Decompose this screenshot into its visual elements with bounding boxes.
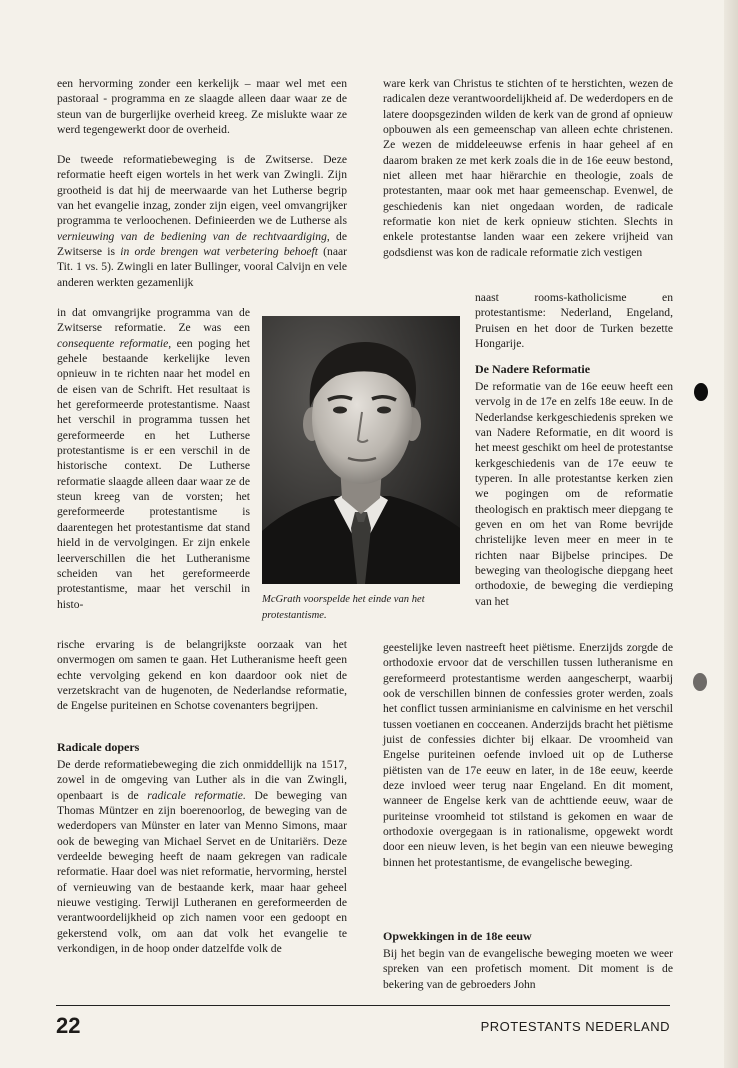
punch-hole-top [694, 383, 708, 401]
left-paragraph-4: rische ervaring is de belangrijkste oorzaak van het onvermogen om samen te gaan. Het Lutheranisme heeft geen echte vervolging gekend en kon daardoor ook niet de verzetskracht van de hugenoten, de Nederlandse reformatie, de Engelse puriteinen en Schotse covenanters begrijpen. [57, 638, 347, 713]
left-paragraph-5: De derde reformatiebeweging die zich onmiddellijk na 1517, zowel in de omgeving van Luther als in die van Zwingli, openbaart is de radicale reformatie. De beweging van Thomas Müntzer en zijn boerenoorlog, de beweging van de wederdopers van Münster en later van Menno Simons, maar ook de beweging van Michael Servet en de Unitariërs. Deze verdeelde beweging heeft de naam gekregen van radicale reformatie. Haar doel was niet reformatie, hervorming, herstel of vernieuwing van de bestaande kerk, maar haar geheel nieuwe vestiging. Terwijl Lutheranen en gereformeerden de verantwoordelijkheid op zich namen voor een gedoopt en gekerstend volk, om aan dat volk het evangelie te verkondigen, in de hoop onder datzelfde volk de [57, 758, 348, 956]
right-paragraph-3: De reformatie van de 16e eeuw heeft een vervolg in de 17e en zelfs 18e eeuw. In de Nederlandse kerkgeschiedenis spreken we van Nadere Reformatie, en dit woord is het meest geschikt om heel de protestantse kerkgeschiedenis van de 17e eeuw te typeren. In alle protestantse kerken zien we pogingen om de reformatie theologisch en praktisch meer diepgang te geven en om het van Rome bevrijde christelijke leven meer en meer in te richten naar Bijbelse principes. De beweging van theologische diepgang heet orthodoxie, de beweging die verdieping van het [475, 380, 673, 608]
photo-caption: McGrath voorspelde het einde van het protestantisme. [262, 594, 425, 621]
left-paragraph-1: een hervorming zonder een kerkelijk – maar wel met een pastoraal - programma en ze slaagde alleen daar waar ze de steun van de burgerlijke overheid kreeg. Ze mislukte waar ze werd tegengewerkt door de overheid. [57, 77, 347, 137]
right-paragraph-4: geestelijke leven nastreeft heet piëtisme. Enerzijds zorgde de orthodoxie ervoor dat de verschillen tussen lutheranisme en gereformeerd protestantisme werden aangescherpt, waarbij ook de verschillen binnen de confessies groter werden, zoals het conflict tussen arminianisme en calvinisme en het verschil tussen voetianen en cocceanen. Anderzijds bracht het piëtisme juist de confessies dichter bij elkaar. De vroomheid van Engelse puriteinen oefende invloed uit op de Lutherse piëtisten van de 17e eeuw en later, in de 18e eeuw, keerde deze invloed weer terug naar Engeland. En dit moment, wanneer de Engelse kerk van de achttiende eeuw, waar de puriteinse vroomheid tot stilstand is gekomen en waar de orthodoxie overgegaan is in rationalisme, opgewekt wordt door een nieuw leven, is het begin van een nieuwe beweging binnen het protestantisme, de evangelische beweging. [383, 641, 673, 869]
footer-rule [56, 1005, 670, 1006]
right-paragraph-5: Bij het begin van de evangelische beweging moeten we weer spreken van een profetisch moment. Dit moment is de bekering van de gebroeders John [383, 947, 673, 991]
portrait-photo [262, 316, 460, 584]
left-paragraph-3: in dat omvangrijke programma van de Zwitserse reformatie. Ze was een consequente reformatie, een poging het gehele bestaande kerkelijke leven opnieuw in te richten naar het model en de eisen van de Schrift. Het resultaat is het gereformeerde protestantisme. Naast het verschil in programma tussen het gereformeerde en het Lutherse protestantisme is er een verschil in de historische context. De Lutherse reformatie slaagde alleen daar waar ze de steun kreeg van de vorsten; het gereformeerde protestantisme is daarentegen het protestantisme dat stand hield in de vervolgingen. Er zijn enkele leerverschillen die het Lutheranisme scheiden van het gereformeerde protestantisme, maar het verschil in histo- [57, 306, 250, 611]
portrait-illustration [262, 316, 460, 584]
magazine-name: PROTESTANTS NEDERLAND [480, 1019, 670, 1034]
heading-opwekkingen: Opwekkingen in de 18e eeuw [383, 929, 532, 943]
right-paragraph-2: naast rooms-katholicisme en protestantisme: Nederland, Engeland, Pruisen en het door de Turken bezette Hongarije. [475, 291, 673, 351]
page-number: 22 [56, 1013, 81, 1038]
punch-hole-bottom [693, 673, 707, 691]
right-paragraph-1: ware kerk van Christus te stichten of te herstichten, wezen de radicalen deze verantwoordelijkheid af. De wederdopers en de latere doopsgezinden wilden de kerk van de grond af opnieuw opbouwen als een gemeenschap van alleen echte christenen. Ze wezen de middeleeuwse erfenis in haar geheel af en daarom braken ze met kerk zoals die in de 16e eeuw bestond, niet alleen met haar hiërarchie en theologie, zoals de protestanten, maar ook met haar gemeenschap. Evenwel, de geschiedenis kan niet ongedaan worden, de radicale reformatie kon niet de kerk opnieuw stichten. Slechts in enkele protestantse landen waar een zekere vrijheid van godsdienst was kon de radicale reformatie zich vestigen [383, 77, 673, 259]
heading-nadere-reformatie: De Nadere Reformatie [475, 362, 591, 376]
page-edge [724, 0, 738, 1068]
heading-radicale-dopers: Radicale dopers [57, 740, 140, 754]
left-paragraph-2: De tweede reformatiebeweging is de Zwitserse. Deze reformatie heeft eigen wortels in het werk van Zwingli. Zijn grootheid is dat hij de meerwaarde van het Lutherse begrip van het evangelie inzag, zonder zijn eigen, veel omvangrijker programma te verloochenen. Definieerden we de Lutherse als vernieuwing van de bediening van de rechtvaardiging, de Zwitserse is in orde brengen wat verbetering behoeft (naar Tit. 1 vs. 5). Zwingli en later Bullinger, vooral Calvijn en vele anderen werkten gezamenlijk [57, 153, 347, 289]
